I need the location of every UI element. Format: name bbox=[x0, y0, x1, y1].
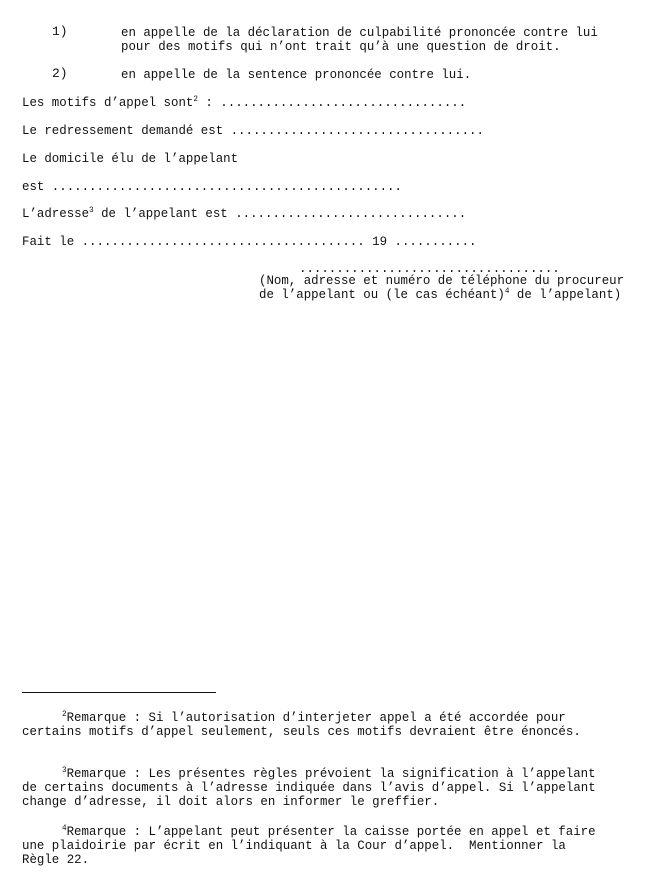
footnote-2-marker: 2 bbox=[62, 710, 67, 719]
domicile-label: Le domicile élu de l’appelant bbox=[22, 151, 239, 166]
item-1-number: 1) bbox=[52, 24, 68, 39]
domicile-est-field: est ............................................... bbox=[22, 179, 402, 194]
item-1-line2: pour des motifs qui n’ont trait qu’à une question de droit. bbox=[121, 39, 561, 54]
signature-line: ................................... bbox=[299, 261, 560, 276]
footnote-2-line1 bbox=[62, 711, 566, 725]
footnote-separator bbox=[22, 692, 216, 693]
signature-caption-line2 bbox=[259, 288, 621, 302]
footnote-3-text: Remarque : Les présentes règles prévoient la signification à l’appelant bbox=[66, 766, 596, 781]
item-2-number: 2) bbox=[52, 66, 68, 81]
footnote-ref-2: 2 bbox=[193, 95, 198, 104]
footnote-ref-4: 4 bbox=[504, 287, 510, 296]
footnote-2-line2: certains motifs d’appel seulement, seuls ces motifs devraient être énoncés. bbox=[22, 724, 581, 739]
footnote-2-text: Remarque : Si l’autorisation d’interjeter appel a été accordée pour bbox=[66, 710, 566, 725]
adresse-dots: de l’appelant est ............................... bbox=[93, 206, 467, 221]
item-1-line1: en appelle de la déclaration de culpabilité prononcée contre lui bbox=[121, 25, 598, 40]
fait-le-field: Fait le ...................................... 19 ........... bbox=[22, 234, 477, 249]
signature-caption-end: de l’appelant) bbox=[509, 287, 622, 302]
footnote-3-line3: change d’adresse, il doit alors en informer le greffier. bbox=[22, 794, 440, 809]
motifs-label: Les motifs d’appel sont bbox=[22, 95, 194, 110]
item-2-line1: en appelle de la sentence prononcée contre lui. bbox=[121, 67, 472, 82]
footnote-4-line3: Règle 22. bbox=[22, 852, 90, 867]
redressement-field: Le redressement demandé est .................................. bbox=[22, 123, 484, 138]
footnote-4-line1 bbox=[62, 825, 596, 839]
adresse-field bbox=[22, 207, 466, 221]
motifs-dots: : ................................. bbox=[197, 95, 467, 110]
footnote-4-line2: une plaidoirie par écrit en l’indiquant à la Cour d’appel. Mentionner la bbox=[22, 838, 566, 853]
footnote-4-marker: 4 bbox=[62, 824, 67, 833]
footnote-4-text: Remarque : L’appelant peut présenter la caisse portée en appel et faire bbox=[66, 824, 596, 839]
signature-caption-line1: (Nom, adresse et numéro de téléphone du procureur bbox=[259, 273, 625, 288]
footnote-3-line2: de certains documents à l’adresse indiquée dans l’avis d’appel. Si l’appelant bbox=[22, 780, 596, 795]
footnote-3-marker: 3 bbox=[62, 766, 67, 775]
footnote-ref-3: 3 bbox=[89, 206, 94, 215]
footnote-3-line1 bbox=[62, 767, 596, 781]
motifs-field bbox=[22, 96, 466, 110]
signature-caption-start: de l’appelant ou (le cas échéant) bbox=[259, 287, 505, 302]
adresse-label: L’adresse bbox=[22, 206, 90, 221]
